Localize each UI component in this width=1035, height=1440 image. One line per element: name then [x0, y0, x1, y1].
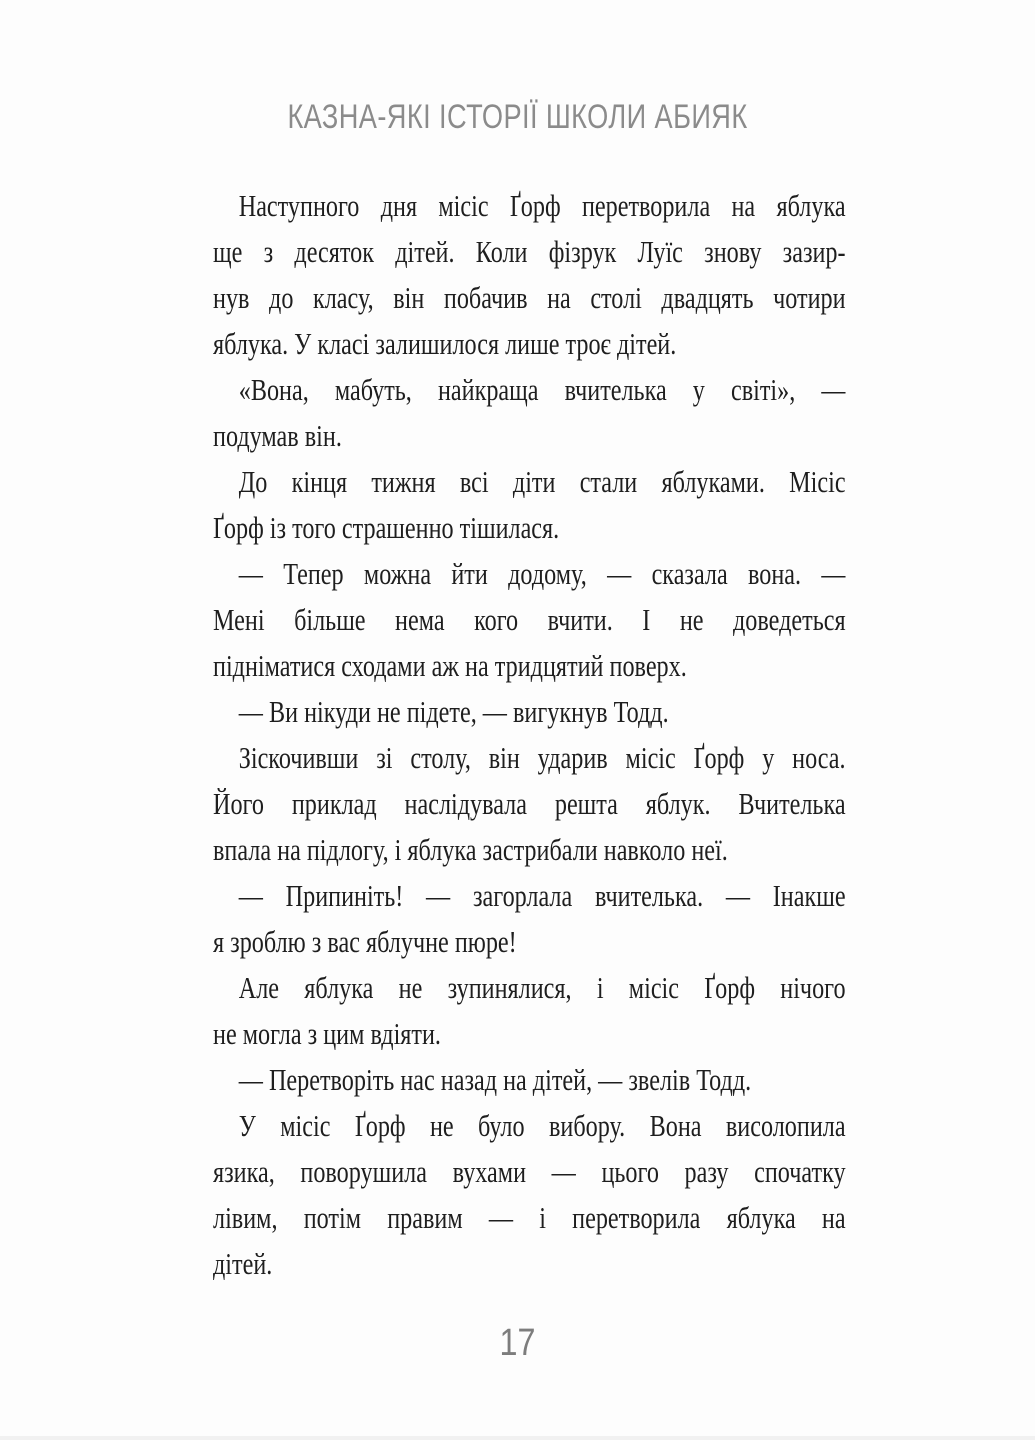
text-line: Мені більше нема кого вчити. І не доведеться — [213, 602, 846, 637]
paragraph — [213, 873, 846, 965]
text-line: У місіс Ґорф не було вибору. Вона висолопила — [238, 1108, 846, 1143]
text-block — [213, 183, 846, 1287]
text-line: подумав він. — [213, 418, 342, 453]
text-line: я зроблю з вас яблучне пюре! — [213, 924, 517, 959]
text-line: лівим, потім правим — і перетворила яблука на — [213, 1200, 846, 1235]
paragraph — [213, 689, 846, 735]
text-line: язика, поворушила вухами — цього разу спочатку — [213, 1154, 846, 1189]
text-line: — Тепер можна йти додому, — сказала вона. — — [238, 556, 846, 591]
text-line: «Вона, мабуть, найкраща вчителька у світі», — — [238, 372, 846, 407]
page-number: 17 — [499, 1322, 536, 1364]
text-line: дітей. — [213, 1246, 273, 1281]
running-head: КАЗНА-ЯКІ ІСТОРІЇ ШКОЛИ АБИЯК — [287, 98, 748, 136]
text-line: — Припиніть! — загорлала вчителька. — Інакше — [238, 878, 846, 913]
text-line: Зіскочивши зі столу, він ударив місіс Ґорф у носа. — [238, 740, 846, 775]
paragraph — [213, 367, 846, 459]
text-line: Наступного дня місіс Ґорф перетворила на яблука — [238, 188, 846, 223]
paragraph — [213, 459, 846, 551]
text-line: До кінця тижня всі діти стали яблуками. Місіс — [238, 464, 846, 499]
paragraph — [213, 1103, 846, 1287]
text-line: підніматися сходами аж на тридцятий поверх. — [213, 648, 687, 683]
text-line: не могла з цим вдіяти. — [213, 1016, 441, 1051]
text-line: яблука. У класі залишилося лише троє дітей. — [213, 326, 677, 361]
text-line: ще з десяток дітей. Коли фізрук Луїс знову зазир- — [213, 234, 846, 269]
text-line: Але яблука не зупинялися, і місіс Ґорф нічого — [238, 970, 846, 1005]
paragraph — [213, 551, 846, 689]
text-line: — Перетворіть нас назад на дітей, — звелів Тодд. — [238, 1062, 752, 1097]
paragraph — [213, 735, 846, 873]
paragraph — [213, 965, 846, 1057]
paragraph — [213, 1057, 846, 1103]
text-line: нув до класу, він побачив на столі двадцять чотири — [213, 280, 846, 315]
text-line: впала на підлогу, і яблука застрибали навколо неї. — [213, 832, 728, 867]
text-line: Ґорф із того страшенно тішилася. — [213, 510, 560, 545]
text-line: — Ви нікуди не підете, — вигукнув Тодд. — [238, 694, 669, 729]
text-line: Його приклад наслідувала решта яблук. Вчителька — [213, 786, 846, 821]
page-edge-shadow — [0, 1436, 1035, 1440]
paragraph — [213, 183, 846, 367]
